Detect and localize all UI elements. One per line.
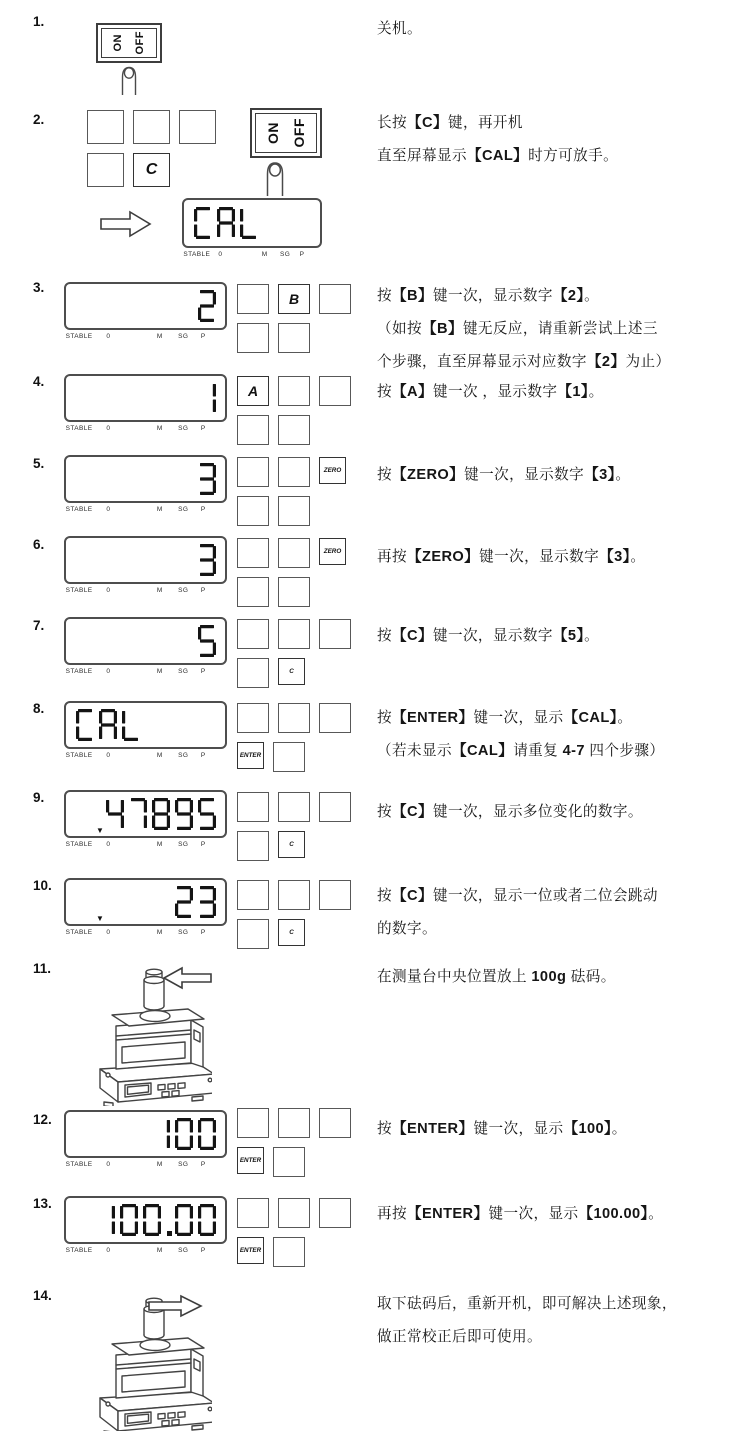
seven-segment-value [76, 709, 140, 741]
annunciator-sg: SG [178, 668, 189, 675]
annunciator-stable: STABLE [65, 506, 93, 513]
annunciator-sg: SG [178, 425, 189, 432]
step-text: 按【ENTER】键一次，显示【100】。 [377, 1121, 627, 1137]
keypad-row [237, 284, 351, 314]
lcd-annunciator-row [64, 332, 227, 343]
annunciator-stable: STABLE [65, 752, 93, 759]
key-blank [237, 284, 269, 314]
annunciator-stable: STABLE [65, 425, 93, 432]
annunciator-stable: STABLE [183, 251, 211, 258]
step-text: 按【ZERO】键一次，显示数字【3】。 [377, 467, 631, 483]
key-blank [278, 415, 310, 445]
step-number: 8. [33, 701, 45, 716]
keypad-row [237, 742, 351, 772]
annunciator-m: M [156, 506, 163, 513]
seven-segment-value [175, 886, 216, 918]
seven-segment-value [198, 382, 216, 414]
key-blank [278, 792, 310, 822]
key-blank [237, 792, 269, 822]
key-blank [319, 284, 351, 314]
key-blank [87, 110, 124, 144]
stable-marker-icon: ▼ [96, 914, 104, 923]
keypad [237, 1198, 351, 1276]
lcd-annunciator-row [64, 424, 227, 435]
lcd-annunciator-row [64, 505, 227, 516]
annunciator-p: P [200, 668, 206, 675]
annunciator-p: P [200, 929, 206, 936]
keypad-row [237, 577, 346, 607]
annunciator-sg: SG [178, 333, 189, 340]
step-number: 2. [33, 112, 45, 127]
key-blank [179, 110, 216, 144]
key-blank [273, 742, 305, 772]
keypad-row [237, 703, 351, 733]
keypad [237, 703, 351, 781]
annunciator-m: M [156, 1161, 163, 1168]
key-blank [278, 1198, 310, 1228]
power-button-inner [255, 113, 317, 153]
power-button [250, 108, 322, 158]
step-number: 3. [33, 280, 45, 295]
keypad-row [237, 538, 346, 568]
step-text: 按【C】键一次，显示数字【5】。 [377, 628, 600, 644]
step-text: 长按【C】键，再开机 直至屏幕显示【CAL】时方可放手。 [377, 115, 619, 164]
power-on-label: ON [265, 122, 282, 144]
annunciator-stable: STABLE [65, 333, 93, 340]
key-blank [278, 457, 310, 487]
lcd-display [64, 1196, 227, 1244]
lcd-annunciator-row [64, 1246, 227, 1257]
annunciator-sg: SG [178, 1161, 189, 1168]
annunciator-m: M [156, 752, 163, 759]
key-enter: ENTER [237, 1237, 264, 1264]
power-off-label: OFF [290, 118, 307, 148]
annunciator-0: 0 [106, 425, 111, 432]
annunciator-m: M [156, 425, 163, 432]
annunciator-p: P [200, 752, 206, 759]
seven-segment-value [198, 463, 216, 495]
lcd-annunciator-row [64, 667, 227, 678]
keypad-row [87, 153, 216, 187]
lcd-annunciator-row [64, 1160, 227, 1171]
lcd-annunciator-row [64, 840, 227, 851]
annunciator-stable: STABLE [65, 587, 93, 594]
key-zero: ZERO [319, 457, 346, 484]
step-text: 取下砝码后，重新开机，即可解决上述现象， 做正常校正后即可使用。 [377, 1296, 677, 1345]
key-blank [278, 1108, 310, 1138]
key-blank [273, 1237, 305, 1267]
keypad [237, 792, 351, 870]
power-off-label: OFF [134, 31, 146, 55]
key-blank [319, 880, 351, 910]
key-b: B [278, 284, 310, 314]
annunciator-sg: SG [178, 929, 189, 936]
keypad [237, 880, 351, 958]
annunciator-0: 0 [106, 668, 111, 675]
finger-icon [119, 65, 139, 95]
keypad-row [237, 415, 351, 445]
lcd-annunciator-row [64, 928, 227, 939]
annunciator-sg: SG [178, 752, 189, 759]
key-c: C [278, 658, 305, 685]
keypad-row [237, 457, 346, 487]
step-text: 按【ENTER】键一次，显示【CAL】。 （若未显示【CAL】请重复 4-7 四个步骤） [377, 710, 665, 759]
seven-segment-value [97, 1204, 216, 1236]
annunciator-sg: SG [280, 251, 291, 258]
annunciator-m: M [156, 841, 163, 848]
seven-segment-value [194, 207, 258, 239]
annunciator-m: M [156, 333, 163, 340]
step-number: 9. [33, 790, 45, 805]
annunciator-sg: SG [178, 1247, 189, 1254]
lcd-annunciator-row [182, 250, 322, 261]
key-blank [319, 1108, 351, 1138]
step-text: 再按【ZERO】键一次，显示数字【3】。 [377, 549, 646, 565]
annunciator-p: P [299, 251, 305, 258]
annunciator-p: P [200, 425, 206, 432]
lcd-display [64, 701, 227, 749]
arrow-left-icon [162, 966, 212, 990]
power-on-label: ON [112, 34, 124, 52]
annunciator-stable: STABLE [65, 1247, 93, 1254]
key-zero: ZERO [319, 538, 346, 565]
keypad [237, 457, 346, 535]
annunciator-stable: STABLE [65, 668, 93, 675]
key-blank [237, 831, 269, 861]
annunciator-0: 0 [106, 587, 111, 594]
keypad [87, 110, 216, 196]
lcd [64, 282, 227, 343]
step-text: 按【A】键一次 ，显示数字【1】。 [377, 384, 604, 400]
annunciator-0: 0 [106, 752, 111, 759]
step-text: 在测量台中央位置放上 100g 砝码。 [377, 969, 616, 985]
step-number: 12. [33, 1112, 52, 1127]
keypad-row [237, 496, 346, 526]
keypad [237, 376, 351, 454]
annunciator-sg: SG [178, 841, 189, 848]
seven-segment-value [152, 1118, 216, 1150]
finger-icon [263, 160, 287, 196]
step-text: 再按【ENTER】键一次，显示【100.00】。 [377, 1206, 664, 1222]
key-blank [237, 919, 269, 949]
step-number: 7. [33, 618, 45, 633]
annunciator-stable: STABLE [65, 841, 93, 848]
keypad-row [237, 919, 351, 949]
annunciator-p: P [200, 1247, 206, 1254]
keypad [237, 538, 346, 616]
key-blank [237, 703, 269, 733]
annunciator-sg: SG [178, 587, 189, 594]
key-c: C [133, 153, 170, 187]
annunciator-0: 0 [106, 333, 111, 340]
annunciator-m: M [156, 1247, 163, 1254]
annunciator-0: 0 [106, 929, 111, 936]
annunciator-0: 0 [106, 841, 111, 848]
annunciator-p: P [200, 506, 206, 513]
step-number: 5. [33, 456, 45, 471]
key-blank [237, 1198, 269, 1228]
step-text: 按【B】键一次，显示数字【2】。 （如按【B】键无反应，请重新尝试上述三 个步骤，直至屏幕显示对应数字【2】为止） [377, 288, 671, 370]
key-blank [319, 376, 351, 406]
lcd-display [182, 198, 322, 248]
keypad-row [237, 1198, 351, 1228]
seven-segment-value [106, 798, 216, 830]
lcd [64, 878, 227, 939]
lcd [64, 1196, 227, 1257]
key-blank [273, 1147, 305, 1177]
key-blank [319, 1198, 351, 1228]
keypad-row [237, 619, 351, 649]
key-blank [319, 792, 351, 822]
lcd-display [64, 1110, 227, 1158]
lcd-display [64, 455, 227, 503]
power-button [96, 23, 162, 63]
lcd-display [64, 878, 227, 926]
key-blank [237, 1108, 269, 1138]
lcd-annunciator-row [64, 586, 227, 597]
arrow-right-icon [148, 1294, 203, 1318]
key-blank [237, 496, 269, 526]
annunciator-0: 0 [218, 251, 223, 258]
key-blank [237, 457, 269, 487]
keypad-row [237, 1147, 351, 1177]
lcd-display [64, 536, 227, 584]
key-blank [278, 538, 310, 568]
key-blank [278, 323, 310, 353]
step-number: 11. [33, 961, 52, 976]
annunciator-p: P [200, 587, 206, 594]
lcd [64, 790, 227, 851]
keypad-row [237, 323, 351, 353]
key-c: C [278, 919, 305, 946]
step-number: 6. [33, 537, 45, 552]
key-blank [319, 703, 351, 733]
lcd [64, 701, 227, 762]
key-blank [278, 703, 310, 733]
annunciator-0: 0 [106, 1247, 111, 1254]
annunciator-0: 0 [106, 506, 111, 513]
key-blank [278, 496, 310, 526]
power-button-inner [101, 28, 157, 58]
key-a: A [237, 376, 269, 406]
step-text: 按【C】键一次，显示多位变化的数字。 [377, 804, 643, 820]
lcd [64, 1110, 227, 1171]
keypad [237, 1108, 351, 1186]
step-number: 4. [33, 374, 45, 389]
step-number: 10. [33, 878, 52, 893]
keypad-row [237, 1108, 351, 1138]
lcd [64, 374, 227, 435]
lcd-display [64, 374, 227, 422]
keypad-row [237, 831, 351, 861]
step-text: 按【C】键一次，显示一位或者二位会跳动 的数字。 [377, 888, 658, 937]
lcd [64, 455, 227, 516]
key-blank [237, 880, 269, 910]
key-blank [237, 658, 269, 688]
annunciator-stable: STABLE [65, 929, 93, 936]
key-blank [278, 577, 310, 607]
lcd [64, 536, 227, 597]
keypad-row [237, 658, 351, 688]
stable-marker-icon: ▼ [96, 826, 104, 835]
seven-segment-value [198, 290, 216, 322]
seven-segment-value [198, 544, 216, 576]
key-enter: ENTER [237, 742, 264, 769]
key-blank [87, 153, 124, 187]
key-blank [237, 619, 269, 649]
key-blank [278, 376, 310, 406]
lcd-display [64, 790, 227, 838]
seven-segment-value [198, 625, 216, 657]
keypad-row [237, 792, 351, 822]
annunciator-m: M [156, 929, 163, 936]
keypad-row [87, 110, 216, 144]
key-blank [237, 323, 269, 353]
annunciator-p: P [200, 841, 206, 848]
step-number: 14. [33, 1288, 52, 1303]
keypad [237, 284, 351, 362]
annunciator-m: M [156, 587, 163, 594]
key-blank [319, 619, 351, 649]
annunciator-m: M [261, 251, 268, 258]
step-text: 关机。 [377, 21, 422, 37]
lcd [64, 617, 227, 678]
lcd-annunciator-row [64, 751, 227, 762]
lcd-display [64, 282, 227, 330]
annunciator-p: P [200, 1161, 206, 1168]
key-blank [278, 880, 310, 910]
lcd-display [64, 617, 227, 665]
lcd [182, 198, 322, 261]
annunciator-m: M [156, 668, 163, 675]
arrow-right-icon [100, 210, 152, 238]
key-blank [237, 415, 269, 445]
key-c: C [278, 831, 305, 858]
keypad-row [237, 376, 351, 406]
annunciator-p: P [200, 333, 206, 340]
keypad-row [237, 1237, 351, 1267]
key-enter: ENTER [237, 1147, 264, 1174]
key-blank [237, 577, 269, 607]
key-blank [237, 538, 269, 568]
annunciator-sg: SG [178, 506, 189, 513]
keypad [237, 619, 351, 697]
step-number: 1. [33, 14, 45, 29]
key-blank [133, 110, 170, 144]
annunciator-stable: STABLE [65, 1161, 93, 1168]
step-number: 13. [33, 1196, 52, 1211]
keypad-row [237, 880, 351, 910]
annunciator-0: 0 [106, 1161, 111, 1168]
key-blank [278, 619, 310, 649]
